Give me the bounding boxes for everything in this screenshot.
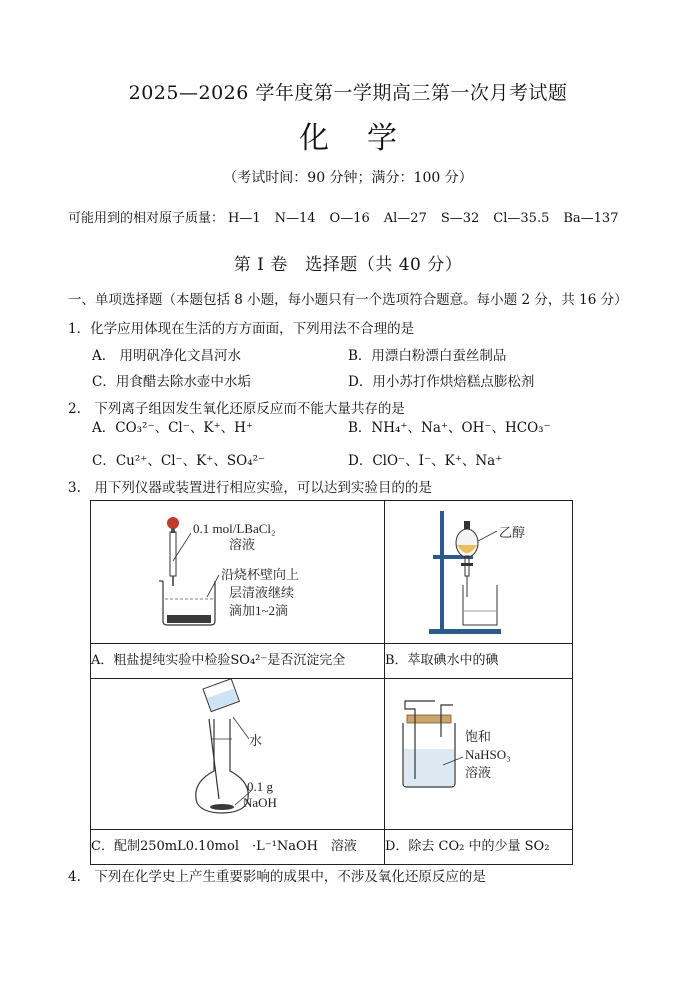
exam-info: （考试时间：90 分钟；满分：100 分）	[223, 170, 473, 186]
figure-b-caption: B．萃取碘水中的碘	[385, 644, 573, 679]
atomic-masses-line	[68, 207, 632, 226]
mass-item: H—1	[228, 211, 261, 226]
question-1-option-d: D．用小苏打作烘焙糕点膨松剂	[348, 374, 535, 390]
figure-c-caption: C．配制250mL0.10mol ·L⁻¹NaOH 溶液	[91, 830, 385, 865]
figure-d-cell	[385, 679, 573, 830]
mass-item: O—16	[329, 211, 370, 226]
part-one-title: 第 Ⅰ 卷 选择题（共 40 分）	[233, 255, 463, 275]
figure-b-cell	[385, 501, 573, 644]
figure-b-separatory-funnel	[385, 501, 572, 639]
subject-title: 化学	[299, 121, 435, 156]
figure-a-note-2: 层清液继续	[229, 585, 295, 600]
question-1-stem: 1．化学应用体现在生活的方方面面，下列用法不合理的是	[68, 321, 415, 337]
figure-c-water-label: 水	[249, 733, 263, 748]
figure-a-reagent-label-2: 溶液	[229, 537, 256, 552]
question-2-option-c: C．Cu²⁺、Cl⁻、K⁺、SO₄²⁻	[92, 453, 266, 469]
figure-d-label-1: 饱和	[465, 729, 492, 744]
figure-a-reagent-label: 0.1 mol/LBaCl₂	[193, 521, 276, 536]
question-1-option-b: B．用漂白粉漂白蚕丝制品	[348, 348, 507, 364]
figure-a-dropper-beaker	[91, 501, 384, 639]
question-3-figure-table	[90, 500, 573, 865]
figure-b-label: 乙醇	[499, 525, 526, 540]
question-1-option-c: C．用食醋去除水壶中水垢	[92, 374, 251, 390]
mass-item: Al—27	[383, 211, 427, 226]
figure-a-note-3: 滴加1~2滴	[229, 603, 289, 618]
figure-a-caption: A．粗盐提纯实验中检验SO₄²⁻是否沉淀完全	[91, 644, 385, 679]
question-1-option-a: A. 用明矾净化文昌河水	[92, 348, 242, 364]
figure-a-cell	[91, 501, 385, 644]
figure-a-note-1: 沿烧杯壁向上	[221, 567, 300, 582]
volumetric-flask-icon	[196, 719, 248, 813]
figure-d-label-2: NaHSO₃	[465, 747, 511, 762]
figure-d-caption: D．除去 CO₂ 中的少量 SO₂	[385, 830, 573, 865]
section-heading: 一、单项选择题（本题包括 8 小题，每小题只有一个选项符合题意。每小题 2 分，共 16 分）	[68, 292, 628, 308]
atomic-masses-label: 可能用到的相对原子质量：	[68, 211, 225, 226]
figure-c-cell	[91, 679, 385, 830]
figure-c-mass-label: 0.1 g	[247, 779, 273, 794]
stand-base-icon	[429, 629, 501, 634]
question-4-stem: 4. 下列在化学史上产生重要影响的成果中，不涉及氧化还原反应的是	[68, 869, 486, 885]
mass-item: Ba—137	[563, 211, 619, 226]
mass-item: N—14	[274, 211, 316, 226]
dropper-bulb-icon	[167, 517, 179, 529]
figure-c-volumetric-flask	[91, 679, 384, 825]
figure-d-wash-bottle	[385, 679, 572, 825]
stopper-icon	[407, 715, 451, 723]
question-2-option-a: A．CO₃²⁻、Cl⁻、K⁺、H⁺	[92, 420, 253, 436]
precipitate-icon	[167, 615, 211, 623]
question-3-stem: 3. 用下列仪器或装置进行相应实验，可以达到实验目的的是	[68, 480, 432, 496]
mass-item: S—32	[440, 211, 480, 226]
question-2-option-b: B．NH₄⁺、Na⁺、OH⁻、HCO₃⁻	[348, 420, 551, 436]
question-2-stem: 2. 下列离子组因发生氧化还原反应而不能大量共存的是	[68, 401, 405, 417]
figure-d-label-3: 溶液	[465, 765, 492, 780]
mass-item: Cl—35.5	[493, 211, 550, 226]
exam-title: 2025—2026 学年度第一学期高三第一次月考试题	[128, 82, 568, 104]
question-2-option-d: D．ClO⁻、I⁻、K⁺、Na⁺	[348, 453, 503, 469]
figure-c-solute-label: NaOH	[243, 795, 277, 810]
